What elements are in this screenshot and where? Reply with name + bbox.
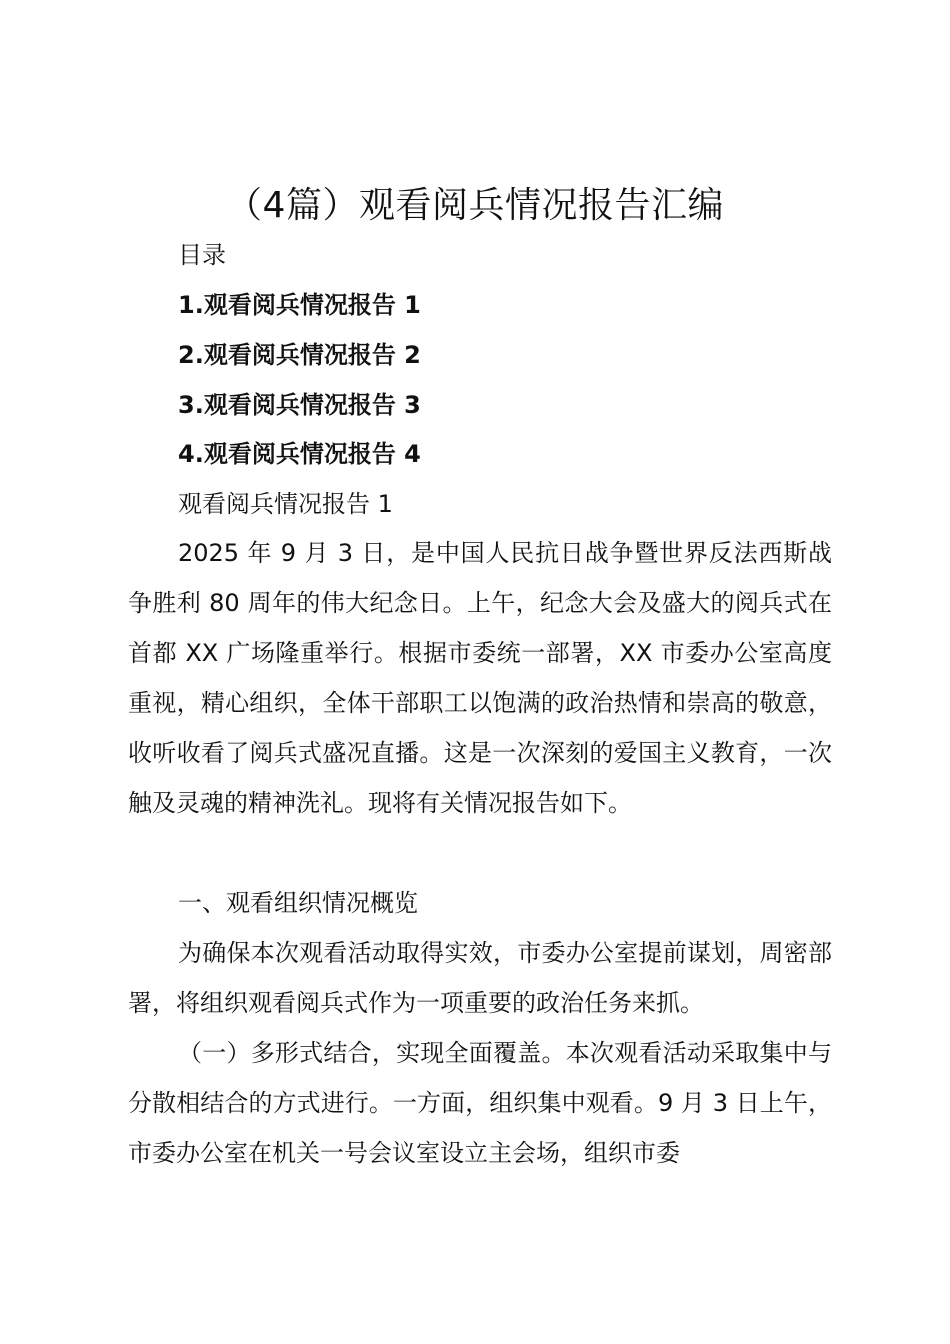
- toc-item-2: 2.观看阅兵情况报告 2: [178, 341, 421, 369]
- body-paragraph-subsection-1: （一）多形式结合，实现全面覆盖。本次观看活动采取集中与分散相结合的方式进行。一方面，组织集中观看。9 月 3 日上午，市委办公室在机关一号会议室设立主会场，组织市委: [128, 1039, 832, 1167]
- section-heading-overview: 一、观看组织情况概览: [178, 889, 418, 917]
- section-title: 观看阅兵情况报告 1: [178, 490, 393, 518]
- document-title: （4篇）观看阅兵情况报告汇编: [226, 185, 724, 226]
- toc-item-3: 3.观看阅兵情况报告 3: [178, 391, 421, 419]
- toc-item-4: 4.观看阅兵情况报告 4: [178, 440, 421, 468]
- body-paragraph-organization: 为确保本次观看活动取得实效，市委办公室提前谋划，周密部署，将组织观看阅兵式作为一项重要的政治任务来抓。: [128, 939, 832, 1017]
- toc-heading: 目录: [178, 241, 226, 269]
- toc-item-1: 1.观看阅兵情况报告 1: [178, 291, 421, 319]
- body-paragraph-intro: 2025 年 9 月 3 日，是中国人民抗日战争暨世界反法西斯战争胜利 80 周年的伟大纪念日。上午，纪念大会及盛大的阅兵式在首都 XX 广场隆重举行。根据市委统一部署，XX 市委办公室高度重视，精心组织，全体干部职工以饱满的政治热情和崇高的敬意，收听收看了阅兵式盛况直播。这是一次深刻的爱国主义教育，一次触及灵魂的精神洗礼。现将有关情况报告如下。: [128, 539, 832, 817]
